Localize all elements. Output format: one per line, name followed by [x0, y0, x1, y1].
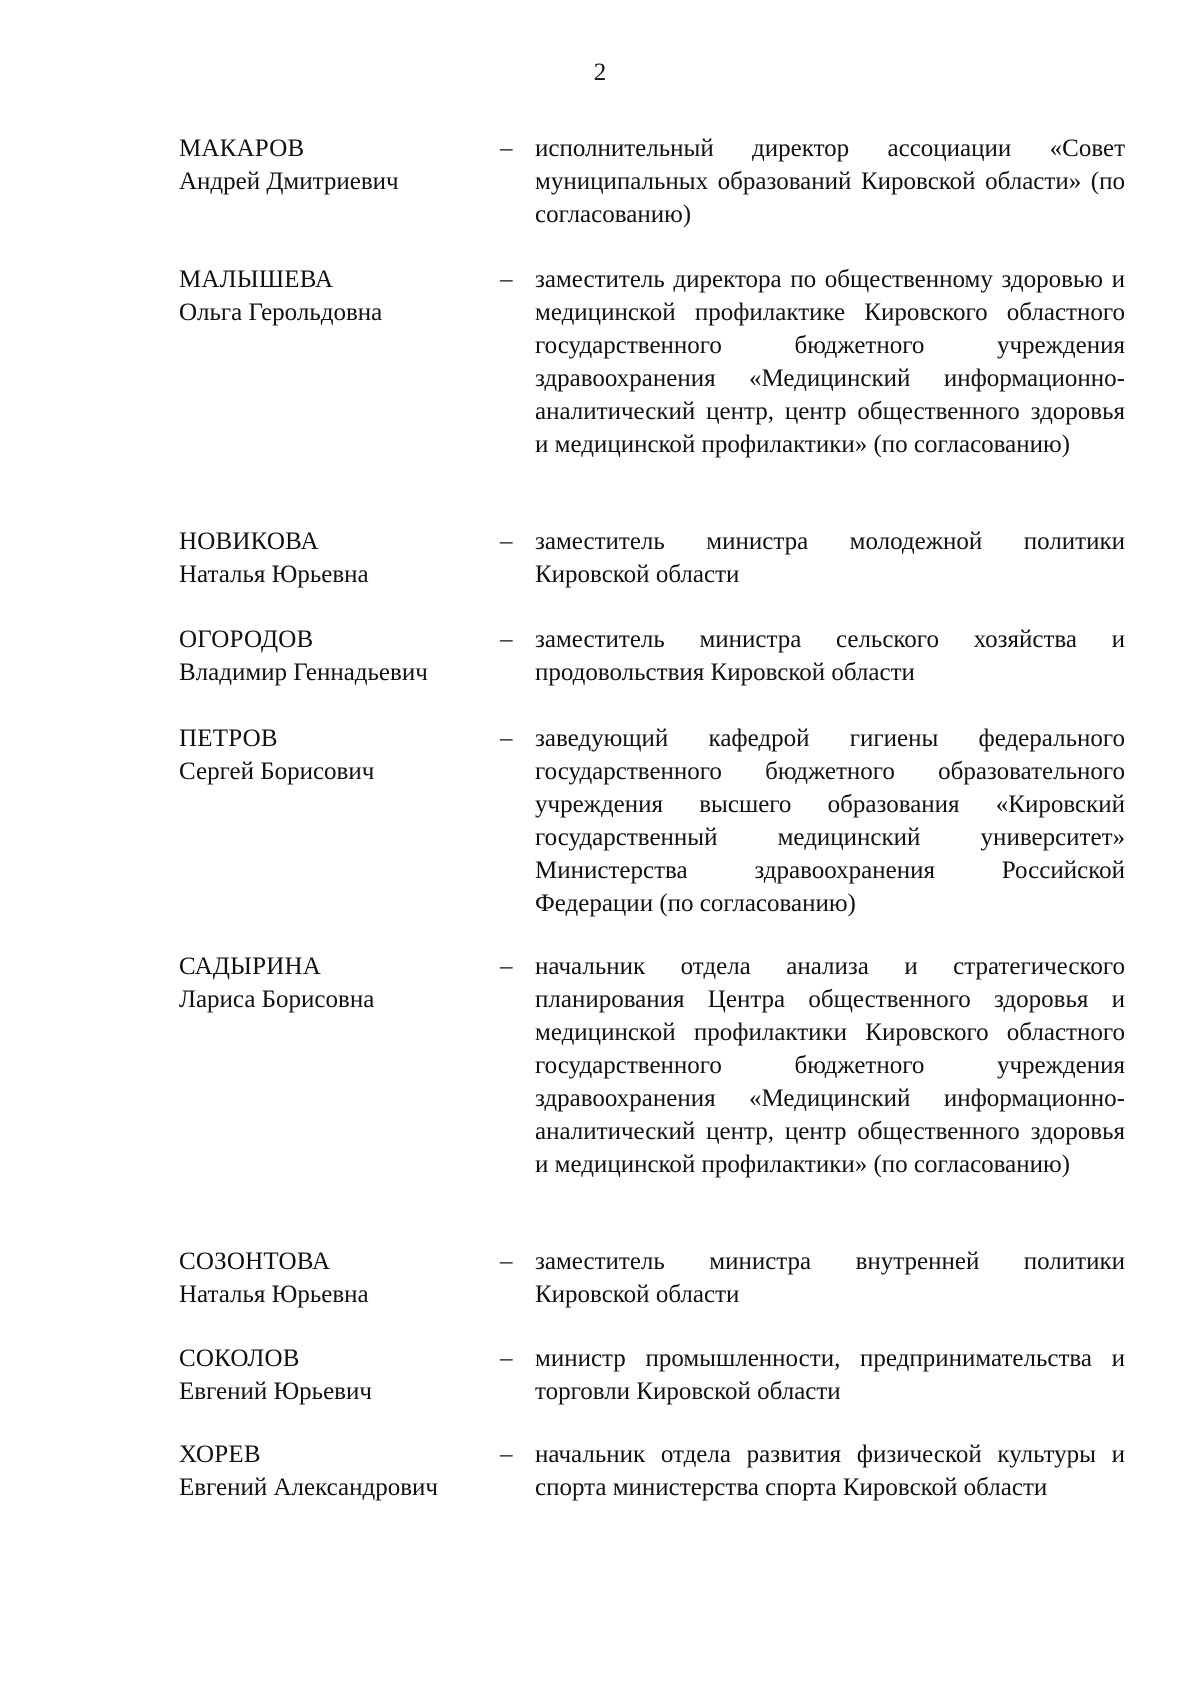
member-name [179, 525, 479, 591]
member-surname: НОВИКОВА [179, 528, 319, 555]
member-given-names: Наталья Юрьевна [179, 561, 369, 588]
member-given-names: Андрей Дмитриевич [179, 168, 399, 195]
member-position: начальник отдела анализа и стратегического планирования Центра общественного здоровья и медицинской профилактики Кировского областного государственного бюджетного учреждения здравоохранения «Медицинский информационно-аналитический центр, центр общественного здоровья и медицинской профилактики» (по согласованию) [535, 953, 1125, 1178]
member-surname: ХОРЕВ [179, 1441, 261, 1468]
member-position: заместитель директора по общественному здоровью и медицинской профилактике Кировского областного государственного бюджетного учреждения здравоохранения «Медицинский информационно-аналитический центр, центр общественного здоровья и медицинской профилактики» (по согласованию) [535, 266, 1125, 458]
member-surname: СОКОЛОВ [179, 1345, 300, 1372]
entry-dash: – [500, 626, 513, 653]
entry-dash: – [500, 528, 513, 555]
member-name [179, 1245, 479, 1311]
entry-dash: – [500, 725, 513, 752]
member-surname: ОГОРОДОВ [179, 626, 314, 653]
entry-dash: – [500, 266, 513, 293]
member-position: исполнительный директор ассоциации «Совет муниципальных образований Кировской области» (по согласованию) [535, 135, 1125, 228]
member-surname: МАКАРОВ [179, 135, 305, 162]
member-name [179, 950, 479, 1016]
member-position: заместитель министра молодежной политики Кировской области [535, 528, 1125, 588]
member-surname: МАЛЫШЕВА [179, 266, 334, 293]
member-given-names: Евгений Александрович [179, 1474, 438, 1501]
member-name [179, 623, 479, 689]
member-given-names: Наталья Юрьевна [179, 1281, 369, 1308]
member-given-names: Сергей Борисович [179, 758, 375, 785]
entry-dash: – [500, 953, 513, 980]
member-name [179, 722, 479, 788]
member-surname: ПЕТРОВ [179, 725, 278, 752]
member-given-names: Лариса Борисовна [179, 986, 375, 1013]
member-surname: САДЫРИНА [179, 953, 322, 980]
entry-dash: – [500, 135, 513, 162]
member-position: заместитель министра сельского хозяйства и продовольствия Кировской области [535, 626, 1125, 686]
member-name [179, 263, 479, 329]
entry-dash: – [500, 1248, 513, 1275]
member-position: начальник отдела развития физической культуры и спорта министерства спорта Кировской области [535, 1441, 1125, 1501]
member-position: заместитель министра внутренней политики Кировской области [535, 1248, 1125, 1308]
member-name [179, 1342, 479, 1408]
member-given-names: Евгений Юрьевич [179, 1378, 372, 1405]
entry-dash: – [500, 1345, 513, 1372]
member-name [179, 1438, 479, 1504]
page-number: 2 [593, 59, 607, 86]
member-given-names: Ольга Герольдовна [179, 299, 383, 326]
member-surname: СОЗОНТОВА [179, 1248, 331, 1275]
member-given-names: Владимир Геннадьевич [179, 659, 428, 686]
entry-dash: – [500, 1441, 513, 1468]
member-name [179, 132, 479, 198]
member-position: заведующий кафедрой гигиены федерального государственного бюджетного образовательного учреждения высшего образования «Кировский государственный медицинский университет» Министерства здравоохранения Российской Федерации (по согласованию) [535, 725, 1125, 917]
member-position: министр промышленности, предпринимательства и торговли Кировской области [535, 1345, 1125, 1405]
